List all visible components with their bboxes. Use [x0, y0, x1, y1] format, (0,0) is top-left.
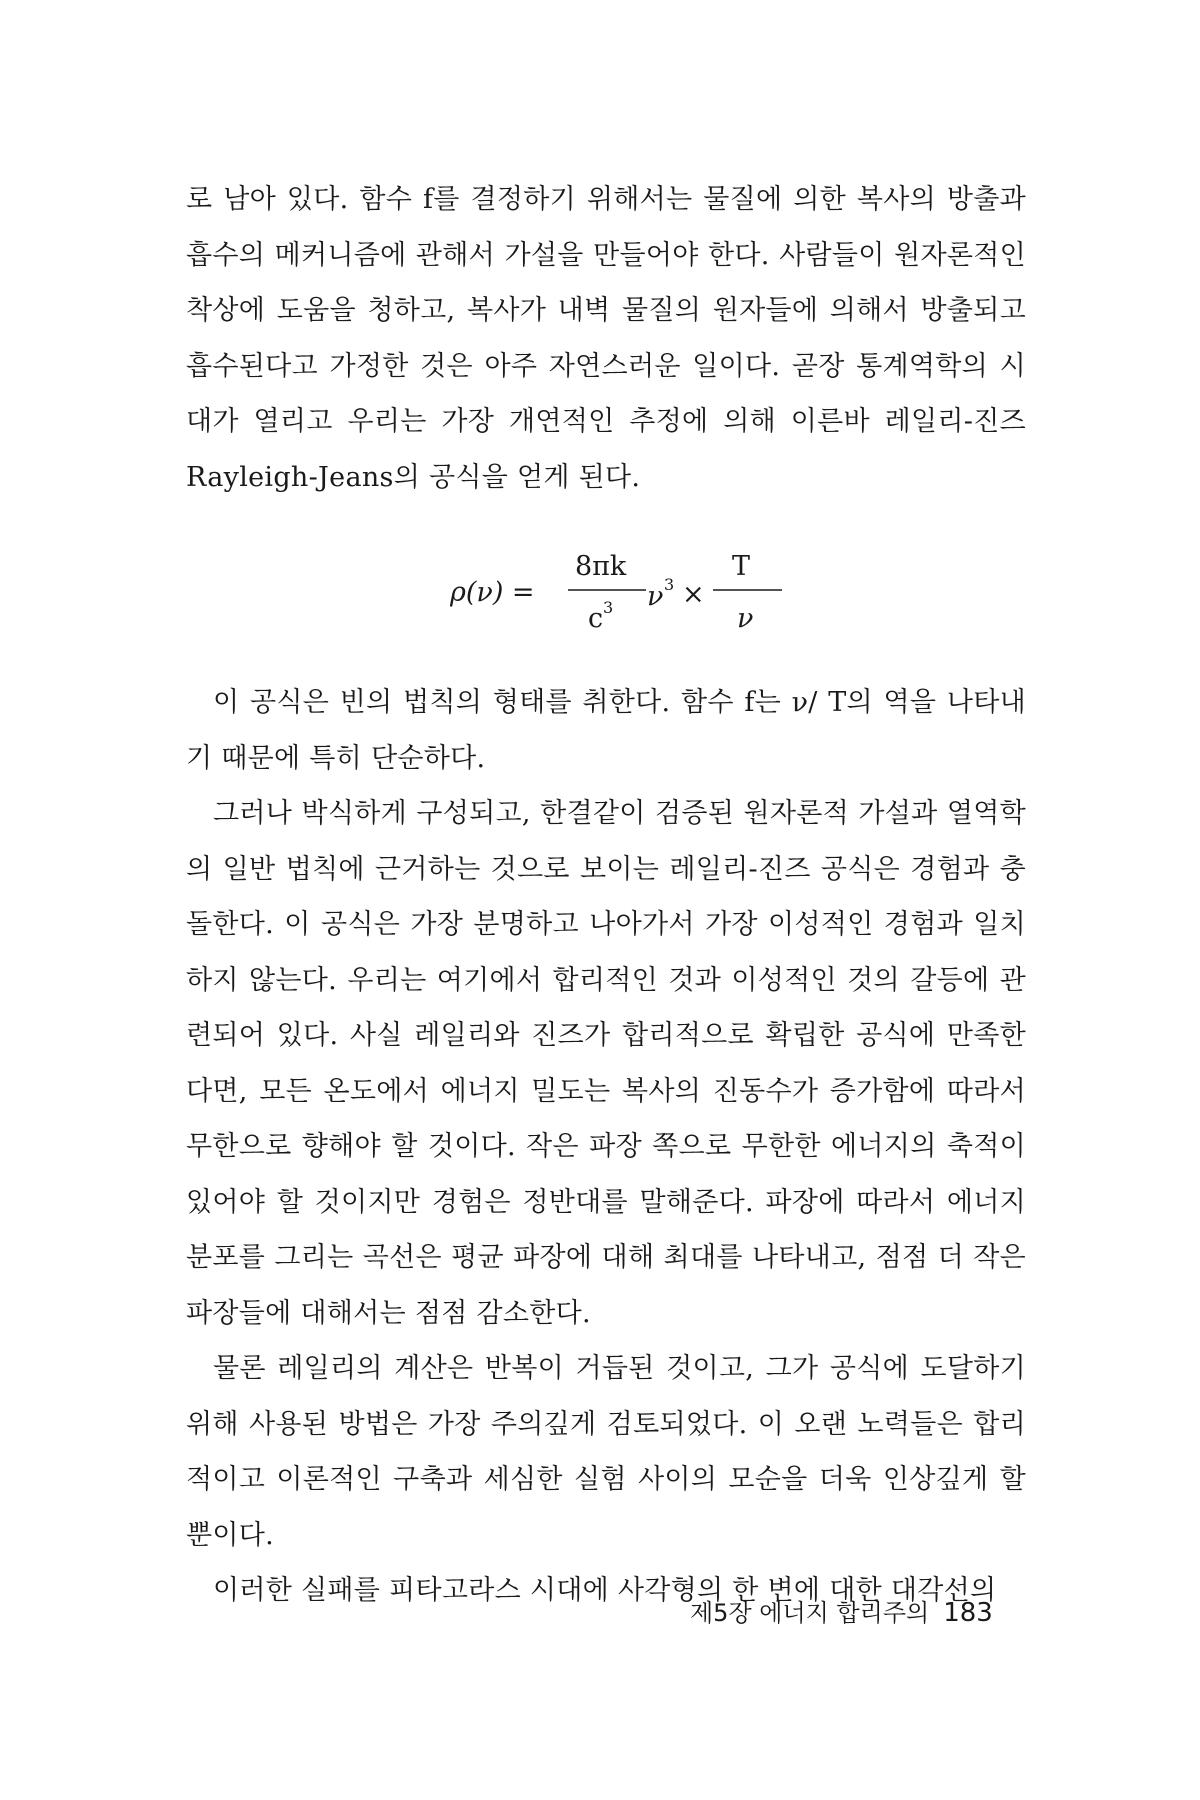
equation-numerator-1: 8πk	[575, 551, 627, 582]
equation-denominator-1-exponent: 3	[603, 598, 614, 617]
equation-times: ×	[682, 579, 705, 610]
paragraph: 이 공식은 빈의 법칙의 형태를 취한다. 함수 f는 ν/ T의 역을 나타내기 때문에 특히 단순하다.	[186, 687, 1026, 774]
chapter-title: 제5장 에너지 합리주의	[690, 1599, 930, 1627]
paragraph: 물론 레일리의 계산은 반복이 거듭된 것이고, 그가 공식에 도달하기 위해 사용된 방법은 가장 주의깊게 검토되었다. 이 오랜 노력들은 합리적이고 이론적인 구축과 세심한 실험 사이의 모순을 더욱 인상깊게 할 뿐이다.	[186, 1353, 1026, 1551]
text-block-top	[186, 172, 1026, 505]
equation-denominator-2: ν	[737, 603, 754, 634]
page-number: 183	[943, 1598, 993, 1628]
text-block-bottom	[186, 675, 1026, 1619]
rayleigh-jeans-equation	[450, 535, 810, 645]
equation-numerator-2: T	[732, 551, 751, 582]
equation-nu: ν	[647, 581, 664, 612]
paragraph: 로 남아 있다. 함수 f를 결정하기 위해서는 물질에 의한 복사의 방출과 흡수의 메커니즘에 관해서 가설을 만들어야 한다. 사람들이 원자론적인 착상에 도움을 청하고, 복사가 내벽 물질의 원자들에 의해서 방출되고 흡수된다고 가정한 것은 아주 자연스러운 일이다. 곧장 통계역학의 시대가 열리고 우리는 가장 개연적인 추정에 의해 이른바 레일리-진즈 Rayleigh-Jeans의 공식을 얻게 된다.	[186, 184, 1026, 493]
equation-denominator-1: c	[588, 603, 604, 634]
page-footer	[690, 1593, 1010, 1628]
equation-lhs: ρ(ν) =	[450, 577, 535, 608]
paragraph: 그러나 박식하게 구성되고, 한결같이 검증된 원자론적 가설과 열역학의 일반 법칙에 근거하는 것으로 보이는 레일리-진즈 공식은 경험과 충돌한다. 이 공식은 가장 분명하고 나아가서 가장 이성적인 경험과 일치하지 않는다. 우리는 여기에서 합리적인 것과 이성적인 것의 갈등에 관련되어 있다. 사실 레일리와 진즈가 합리적으로 확립한 공식에 만족한다면, 모든 온도에서 에너지 밀도는 복사의 진동수가 증가함에 따라서 무한으로 향해야 할 것이다. 작은 파장 쪽으로 무한한 에너지의 축적이 있어야 할 것이지만 경험은 정반대를 말해준다. 파장에 따라서 에너지 분포를 그리는 곡선은 평균 파장에 대해 최대를 나타내고, 점점 더 작은 파장들에 대해서는 점점 감소한다.	[186, 798, 1026, 1329]
paragraph: 이러한 실패를 피타고라스 시대에 사각형의 한 변에 대한 대각선의	[213, 1575, 997, 1606]
equation-nu-exponent: 3	[664, 575, 675, 594]
